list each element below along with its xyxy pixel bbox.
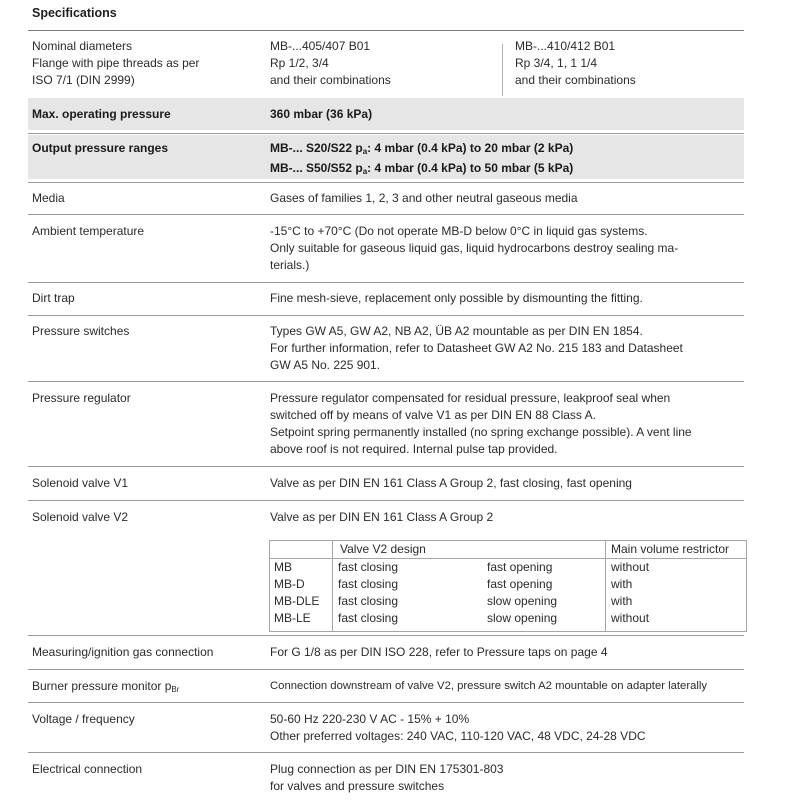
value-line: Plug connection as per DIN EN 175301-803 bbox=[270, 762, 504, 776]
row-value: Valve as per DIN EN 161 Class A Group 2 bbox=[270, 510, 494, 524]
value-line: MB-...410/412 B01 bbox=[515, 39, 616, 53]
value-line: Pressure regulator compensated for residual pressure, leakproof seal when bbox=[270, 391, 671, 405]
row-value bbox=[270, 323, 742, 374]
row-label: Output pressure ranges bbox=[32, 141, 169, 155]
row-value: 360 mbar (36 kPa) bbox=[270, 107, 373, 121]
row-output-pressure-ranges bbox=[28, 135, 744, 179]
row-media bbox=[28, 190, 744, 212]
row-label: Media bbox=[32, 191, 65, 205]
row-value: Fine mesh-sieve, replacement only possible by dismounting the fitting. bbox=[270, 291, 643, 305]
row-label: Pressure switches bbox=[32, 324, 130, 338]
row-measuring-ignition-gas bbox=[28, 644, 744, 666]
value-line: terials.) bbox=[270, 258, 310, 272]
value-line: above roof is not required. Internal pulse tap provided. bbox=[270, 442, 558, 456]
value-line: Other preferred voltages: 240 VAC, 110-120 VAC, 48 VDC, 24-28 VDC bbox=[270, 729, 646, 743]
row-label: Ambient temperature bbox=[32, 224, 145, 238]
range-text: : 4 mbar (0.4 kPa) to 20 mbar (2 kPa) bbox=[367, 141, 574, 155]
range-prefix: MB-... S50/S52 p bbox=[270, 161, 363, 175]
row-label: Electrical connection bbox=[32, 762, 143, 776]
row-divider bbox=[28, 315, 744, 316]
row-label: Pressure regulator bbox=[32, 391, 131, 405]
table-column-line bbox=[332, 541, 333, 631]
table-cell-closing: fast closing bbox=[338, 594, 399, 608]
row-label bbox=[32, 678, 262, 698]
value-line: 50-60 Hz 220-230 V AC - 15% + 10% bbox=[270, 712, 470, 726]
row-divider bbox=[28, 500, 744, 501]
row-pressure-regulator bbox=[28, 390, 744, 462]
value-line: -15°C to +70°C (Do not operate MB-D below 0°C in liquid gas systems. bbox=[270, 224, 648, 238]
row-divider bbox=[28, 752, 744, 753]
table-cell-restrictor: without bbox=[611, 611, 650, 625]
row-label: Measuring/ignition gas connection bbox=[32, 645, 214, 659]
table-cell-opening: fast opening bbox=[487, 577, 553, 591]
nominal-col-1 bbox=[270, 38, 490, 89]
table-cell-type: MB bbox=[274, 560, 292, 574]
range-text: : 4 mbar (0.4 kPa) to 50 mbar (5 kPa) bbox=[367, 161, 574, 175]
table-cell-closing: fast closing bbox=[338, 560, 399, 574]
row-value bbox=[270, 761, 742, 795]
row-electrical-connection bbox=[28, 761, 744, 799]
table-cell-restrictor: with bbox=[611, 577, 633, 591]
label-line: Nominal diameters bbox=[32, 39, 133, 53]
table-cell-type: MB-DLE bbox=[274, 594, 320, 608]
header-valve-design: Valve V2 design bbox=[340, 542, 426, 556]
row-divider bbox=[28, 702, 744, 703]
value-line: Only suitable for gaseous liquid gas, liquid hydrocarbons destroy sealing ma- bbox=[270, 241, 679, 255]
table-cell-restrictor: without bbox=[611, 560, 650, 574]
row-value bbox=[270, 711, 742, 745]
label-text: Burner pressure monitor p bbox=[32, 679, 172, 693]
row-label: Solenoid valve V1 bbox=[32, 476, 129, 490]
table-cell-type: MB-LE bbox=[274, 611, 311, 625]
range-prefix: MB-... S20/S22 p bbox=[270, 141, 363, 155]
row-value bbox=[270, 223, 742, 274]
table-cell-type: MB-D bbox=[274, 577, 305, 591]
pressure-range-line bbox=[270, 140, 742, 160]
table-column-line bbox=[605, 541, 606, 631]
row-value: Gases of families 1, 2, 3 and other neutral gaseous media bbox=[270, 191, 578, 205]
range-subscript: a bbox=[362, 147, 368, 156]
value-line: Types GW A5, GW A2, NB A2, ÜB A2 mountable as per DIN EN 1854. bbox=[270, 324, 643, 338]
row-max-operating-pressure bbox=[28, 98, 744, 130]
row-divider bbox=[28, 669, 744, 670]
value-line: Rp 3/4, 1, 1 1/4 bbox=[515, 56, 598, 70]
row-divider bbox=[28, 635, 744, 636]
row-divider bbox=[28, 282, 744, 283]
valve-v2-design-table bbox=[269, 540, 747, 632]
row-value bbox=[270, 140, 742, 180]
range-subscript: a bbox=[362, 167, 368, 176]
row-nominal-diameters bbox=[28, 38, 744, 96]
row-burner-pressure-monitor bbox=[28, 678, 744, 700]
row-divider bbox=[28, 466, 744, 467]
row-ambient-temperature bbox=[28, 223, 744, 278]
row-divider bbox=[28, 182, 744, 183]
pressure-range-line bbox=[270, 160, 742, 180]
table-cell-opening: slow opening bbox=[487, 611, 558, 625]
value-line: switched off by means of valve V1 as per DIN EN 88 Class A. bbox=[270, 408, 596, 422]
value-line: for valves and pressure switches bbox=[270, 779, 445, 793]
row-divider bbox=[28, 381, 744, 382]
table-cell-restrictor: with bbox=[611, 594, 633, 608]
row-solenoid-valve-v1 bbox=[28, 475, 744, 497]
row-pressure-switches bbox=[28, 323, 744, 378]
nominal-col-2 bbox=[515, 38, 740, 89]
row-value: For G 1/8 as per DIN ISO 228, refer to Pressure taps on page 4 bbox=[270, 645, 608, 659]
table-cell-closing: fast closing bbox=[338, 577, 399, 591]
section-heading: Specifications bbox=[32, 6, 117, 20]
value-line: MB-...405/407 B01 bbox=[270, 39, 371, 53]
value-line: GW A5 No. 225 901. bbox=[270, 358, 381, 372]
label-line: Flange with pipe threads as per bbox=[32, 56, 200, 70]
value-line: Rp 1/2, 3/4 bbox=[270, 56, 329, 70]
row-voltage-frequency bbox=[28, 711, 744, 749]
row-label: Max. operating pressure bbox=[32, 107, 171, 121]
row-value: Connection downstream of valve V2, pressure switch A2 mountable on adapter laterally bbox=[270, 680, 708, 692]
row-label: Voltage / frequency bbox=[32, 712, 135, 726]
row-divider bbox=[28, 133, 744, 134]
label-line: ISO 7/1 (DIN 2999) bbox=[32, 73, 135, 87]
table-cell-closing: fast closing bbox=[338, 611, 399, 625]
row-divider bbox=[28, 214, 744, 215]
row-label bbox=[32, 38, 262, 89]
value-line: Setpoint spring permanently installed (no spring exchange possible). A vent line bbox=[270, 425, 692, 439]
value-line: and their combinations bbox=[515, 73, 636, 87]
value-line: For further information, refer to Datasheet GW A2 No. 215 183 and Datasheet bbox=[270, 341, 683, 355]
row-value bbox=[270, 390, 742, 458]
row-dirt-trap bbox=[28, 290, 744, 312]
row-label: Solenoid valve V2 bbox=[32, 510, 129, 524]
table-cell-opening: fast opening bbox=[487, 560, 553, 574]
heading-rule bbox=[28, 30, 744, 31]
row-solenoid-valve-v2 bbox=[28, 509, 744, 531]
value-line: and their combinations bbox=[270, 73, 391, 87]
column-divider bbox=[502, 44, 503, 96]
row-value: Valve as per DIN EN 161 Class A Group 2, fast closing, fast opening bbox=[270, 476, 632, 490]
label-subscript: Br bbox=[171, 685, 180, 694]
header-main-volume-restrictor: Main volume restrictor bbox=[611, 542, 730, 556]
table-cell-opening: slow opening bbox=[487, 594, 558, 608]
row-label: Dirt trap bbox=[32, 291, 75, 305]
